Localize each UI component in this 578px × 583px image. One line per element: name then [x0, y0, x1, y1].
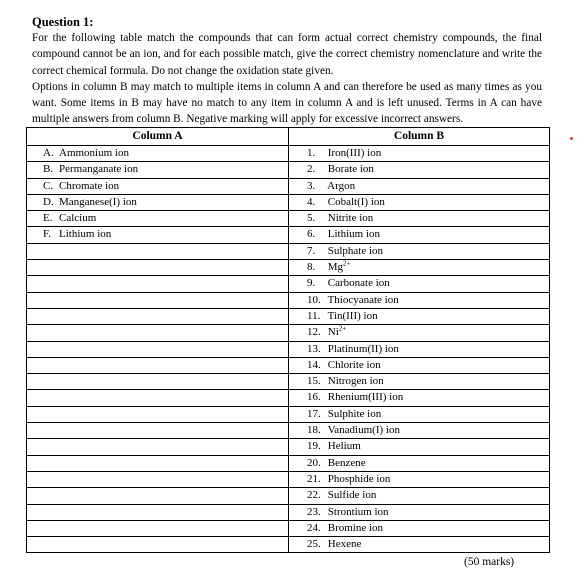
table-row [27, 488, 550, 504]
column-a-cell [27, 488, 289, 504]
table-row [27, 520, 550, 536]
column-b-header: Column B [289, 128, 550, 146]
column-b-number: 13. [307, 342, 321, 355]
column-a-cell [27, 162, 289, 178]
column-b-term: Bromine ion [327, 521, 384, 534]
column-b-number: 11. [307, 309, 321, 322]
column-a-term: Permanganate ion [59, 163, 139, 176]
column-a-cell [27, 276, 289, 292]
column-b-cell [289, 260, 550, 276]
column-a-term: Ammonium ion [59, 147, 129, 159]
table-header-row [27, 128, 550, 146]
column-a-cell [27, 146, 289, 162]
column-a-letter: F. [43, 228, 51, 241]
table-row [27, 439, 550, 455]
question-title: Question 1: [32, 15, 94, 29]
column-b-term: Ni [327, 326, 339, 339]
column-a-cell [27, 439, 289, 455]
column-b-cell [289, 488, 550, 504]
column-a-letter: C. [43, 179, 54, 192]
table-row [27, 325, 550, 341]
column-b-number: 5. [307, 212, 316, 225]
column-a-header: Column A [27, 128, 289, 146]
column-a-cell [27, 227, 289, 243]
column-a-cell [27, 357, 289, 373]
table-row [27, 341, 550, 357]
column-b-cell [289, 520, 550, 536]
table-row [27, 504, 550, 520]
column-b-term: Sulfide ion [327, 489, 377, 502]
column-a-letter: E. [43, 212, 53, 225]
column-a-cell [27, 292, 289, 308]
table-row [27, 243, 550, 259]
column-b-cell [289, 439, 550, 455]
column-b-cell [289, 455, 550, 471]
column-b-number: 1. [307, 147, 316, 159]
column-b-number: 12. [307, 326, 321, 339]
table-row [27, 276, 550, 292]
column-b-cell [289, 504, 550, 520]
column-b-number: 19. [307, 440, 321, 453]
table-row [27, 146, 550, 162]
table-row [27, 227, 550, 243]
column-b-cell [289, 292, 550, 308]
column-b-term: Borate ion [327, 163, 374, 176]
column-b-term: Chlorite ion [327, 358, 381, 371]
table-row [27, 455, 550, 471]
column-a-cell [27, 520, 289, 536]
column-a-cell [27, 341, 289, 357]
column-a-cell [27, 504, 289, 520]
column-b-term: Rhenium(III) ion [327, 391, 404, 404]
question-block [32, 14, 542, 128]
table-row [27, 162, 550, 178]
column-b-term: Hexene [327, 538, 362, 551]
column-b-cell [289, 341, 550, 357]
table-row [27, 471, 550, 487]
column-a-term: Lithium ion [59, 228, 112, 241]
column-a-cell [27, 194, 289, 210]
column-b-cell [289, 162, 550, 178]
column-b-number: 16. [307, 391, 321, 404]
column-b-term: Benzene [327, 456, 366, 469]
table-body [27, 146, 550, 553]
table-row [27, 390, 550, 406]
column-b-term: Argon [327, 179, 356, 192]
column-b-cell [289, 178, 550, 194]
column-b-number: 25. [307, 538, 321, 551]
table-row [27, 194, 550, 210]
column-a-cell [27, 211, 289, 227]
column-b-term: Nitrite ion [327, 212, 374, 225]
table-row [27, 357, 550, 373]
column-b-number: 4. [307, 195, 316, 208]
table-row [27, 211, 550, 227]
column-a-cell [27, 178, 289, 194]
column-b-term: Carbonate ion [327, 277, 390, 290]
column-a-term: Chromate ion [59, 179, 120, 192]
column-b-number: 24. [307, 521, 321, 534]
column-a-letter: A. [43, 147, 54, 159]
column-b-cell [289, 390, 550, 406]
column-b-number: 10. [307, 293, 321, 306]
column-b-cell [289, 194, 550, 210]
column-b-cell [289, 146, 550, 162]
column-b-cell [289, 308, 550, 324]
column-b-number: 23. [307, 505, 321, 518]
column-b-term: Nitrogen ion [327, 375, 384, 388]
column-a-cell [27, 406, 289, 422]
column-b-term: Thiocyanate ion [327, 293, 399, 306]
column-a-cell [27, 390, 289, 406]
column-b-cell [289, 357, 550, 373]
column-b-term: Strontium ion [327, 505, 389, 518]
column-b-cell [289, 325, 550, 341]
column-a-cell [27, 260, 289, 276]
column-b-number: 15. [307, 375, 321, 388]
column-b-term: Cobalt(I) ion [327, 195, 385, 208]
matching-table [26, 127, 550, 553]
table-row [27, 406, 550, 422]
table-row [27, 308, 550, 324]
question-instructions: For the following table match the compounds that can form actual correct chemistry compounds, the final compound cannot be an ion, and for each possible match, give the correct chemistry nomenclature and write the correct chemical formula. Do not change the oxidation state given. [32, 32, 542, 77]
column-b-term: Tin(III) ion [327, 309, 378, 322]
column-b-term: Iron(III) ion [327, 147, 382, 159]
column-b-number: 17. [307, 407, 321, 420]
column-b-number: 14. [307, 358, 321, 371]
column-b-number: 20. [307, 456, 321, 469]
column-b-term: Sulphate ion [327, 244, 384, 257]
column-b-cell [289, 276, 550, 292]
column-a-cell [27, 374, 289, 390]
column-b-cell [289, 406, 550, 422]
marks-label: (50 marks) [464, 556, 515, 568]
column-b-number: 6. [307, 228, 316, 241]
column-a-cell [27, 423, 289, 439]
column-b-term: Platinum(II) ion [327, 342, 399, 355]
column-b-cell [289, 227, 550, 243]
table-row [27, 292, 550, 308]
column-b-number: 21. [307, 472, 321, 485]
column-a-letter: D. [43, 195, 54, 208]
ion-charge-superscript: 2+ [343, 259, 351, 268]
column-b-term: Mg [327, 261, 344, 274]
column-b-number: 22. [307, 489, 321, 502]
table-row [27, 260, 550, 276]
ion-charge-superscript: 2+ [338, 324, 347, 333]
column-b-term: Sulphite ion [327, 407, 382, 420]
column-b-term: Helium [327, 440, 361, 453]
table-row [27, 537, 550, 553]
table-row [27, 178, 550, 194]
column-b-term: Lithium ion [327, 228, 380, 241]
column-a-cell [27, 325, 289, 341]
column-b-cell [289, 471, 550, 487]
column-a-cell [27, 537, 289, 553]
column-b-number: 8. [307, 261, 316, 274]
column-a-letter: B. [43, 163, 54, 176]
column-b-cell [289, 243, 550, 259]
column-b-cell [289, 423, 550, 439]
question-options-note: Options in column B may match to multiple items in column A and can therefore be used as many times as you want. Some items in B may have no match to any item in column A and is left unused. Terms in A can have multiple answers from column B. Negative marking will apply for excessive incorrect answers. [32, 80, 542, 126]
column-b-number: 18. [307, 424, 321, 437]
column-a-term: Calcium [59, 212, 97, 225]
column-b-cell [289, 211, 550, 227]
column-a-cell [27, 455, 289, 471]
column-a-cell [27, 471, 289, 487]
column-b-cell [289, 537, 550, 553]
column-a-cell [27, 243, 289, 259]
column-b-number: 2. [307, 163, 316, 176]
column-b-term: Vanadium(I) ion [327, 424, 400, 437]
column-b-number: 3. [307, 179, 316, 192]
red-marker-dot [570, 137, 573, 140]
column-b-number: 7. [307, 244, 316, 257]
column-a-term: Manganese(I) ion [59, 195, 137, 208]
column-a-cell [27, 308, 289, 324]
column-b-cell [289, 374, 550, 390]
column-b-term: Phosphide ion [327, 472, 391, 485]
table-row [27, 423, 550, 439]
column-b-number: 9. [307, 277, 316, 290]
table-row [27, 374, 550, 390]
